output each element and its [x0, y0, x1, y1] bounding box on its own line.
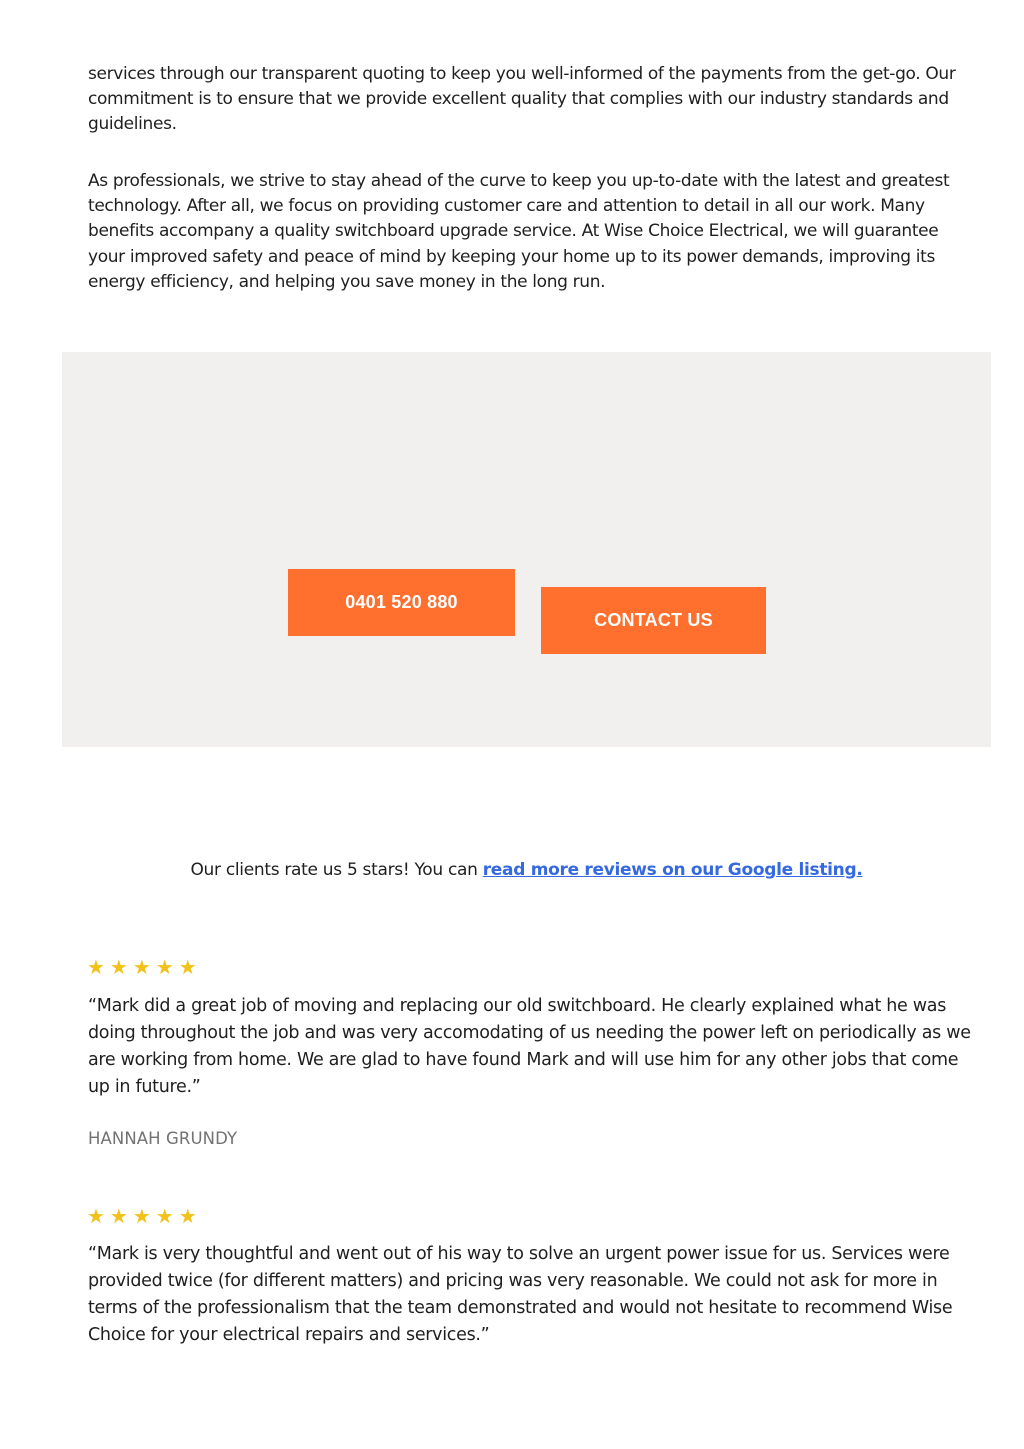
reviews-intro-text: Our clients rate us 5 stars! You can	[190, 860, 483, 880]
review-quote: “Mark did a great job of moving and replacing our old switchboard. He clearly explained what he was doing throughout the job and was very accomodating of us needing the power left on periodically as we are working from home. We are glad to have found Mark and will use him for any other jobs that come up in future.”	[88, 996, 971, 1098]
reviews-intro	[0, 860, 1024, 880]
contact-us-button[interactable]: CONTACT US	[541, 587, 766, 654]
body-paragraph: services through our transparent quoting to keep you well-informed of the payments from the get-go. Our commitment is to ensure that we provide excellent quality that complies with our industry standards and guidelines.	[88, 64, 956, 135]
review-author: HANNAH GRUNDY	[88, 1129, 238, 1148]
cta-panel	[62, 352, 991, 747]
star-rating-icon: ★★★★★	[87, 1204, 202, 1228]
body-paragraph: As professionals, we strive to stay ahead of the curve to keep you up-to-date with the latest and greatest technology. After all, we focus on providing customer care and attention to detail in all our work. Many benefits accompany a quality switchboard upgrade service. At Wise Choice Electrical, we will guarantee your improved safety and peace of mind by keeping your home up to its power demands, improving its energy efficiency, and helping you save money in the long run.	[88, 171, 950, 292]
review-quote: “Mark is very thoughtful and went out of his way to solve an urgent power issue for us. Services were provided twice (for different matters) and pricing was very reasonable. We could not ask for more in terms of the professionalism that the team demonstrated and would not hesitate to recommend Wise Choice for your electrical repairs and services.”	[88, 1244, 953, 1346]
google-reviews-link[interactable]: read more reviews on our Google listing.	[482, 860, 863, 880]
phone-button[interactable]: 0401 520 880	[288, 569, 515, 636]
star-rating-icon: ★★★★★	[87, 955, 202, 979]
